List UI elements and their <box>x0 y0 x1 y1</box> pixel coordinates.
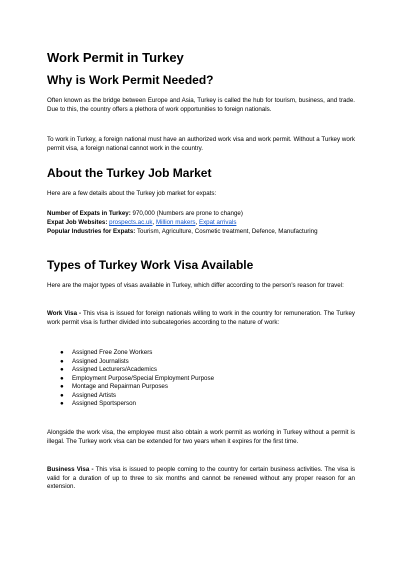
expats-count-value: 970,000 (Numbers are prone to change) <box>130 210 243 217</box>
bullet-icon: ● <box>60 383 64 390</box>
heading-why-permit: Why is Work Permit Needed? <box>47 73 214 87</box>
heading-job-market: About the Turkey Job Market <box>47 166 212 180</box>
list-item: ● Assigned Artists <box>60 391 117 399</box>
job-websites-line: Expat Job Websites: prospects.ac.uk, Million makers, Expat arrivals <box>47 219 237 226</box>
work-visa-text: This visa is issued for foreign nationals willing to work in the country for remuneration. The Turkey work permit visa is further divided into subcategories according to the nature of work: <box>47 310 355 326</box>
bullet-icon: ● <box>60 366 64 373</box>
expats-count-line <box>47 210 355 219</box>
link-prospects[interactable]: prospects.ac.uk <box>109 219 153 226</box>
paragraph-bridge: Often known as the bridge between Europe and Asia, Turkey is called the hub for tourism, business, and trade. Due to this, the country offers a plethora of work opportunities to foreign nationals. <box>47 97 355 113</box>
bullet-icon: ● <box>60 349 64 356</box>
paragraph-visa-types-intro: Here are the major types of visas available in Turkey, which differ according to the person’s reason for travel: <box>47 282 344 289</box>
link-expat-arrivals[interactable]: Expat arrivals <box>198 219 237 226</box>
paragraph-market-intro: Here are a few details about the Turkey job market for expats: <box>47 190 217 197</box>
list-item: ● Assigned Free Zone Workers <box>60 349 153 356</box>
bullet-icon: ● <box>60 391 64 399</box>
bullet-icon: ● <box>60 357 64 365</box>
work-visa-paragraph <box>47 310 355 327</box>
paragraph-work-permit-extension: Alongside the work visa, the employee must also obtain a work permit as working in Turkey without a permit is illegal. The Turkey work visa can be extended for two years when it expires for the first time. <box>47 429 355 445</box>
bullet-icon: ● <box>60 374 64 382</box>
popular-industries-line <box>47 228 355 237</box>
list-item: ● Employment Purpose/Special Employment Purpose <box>60 374 215 382</box>
work-visa-label: Work Visa - <box>47 310 82 317</box>
heading-visa-types: Types of Turkey Work Visa Available <box>47 258 254 272</box>
business-visa-text: This visa is issued to people coming to the country for certain business activities. The visa is valid for a duration of up to three to six months and cannot be renewed without any proper reason for an extension. <box>47 466 355 490</box>
expats-count-label: Number of Expats in Turkey: <box>47 210 131 217</box>
business-visa-label: Business Visa - <box>47 466 94 473</box>
list-item: ● Assigned Journalists <box>60 357 129 365</box>
link-million-makers[interactable]: Million makers <box>155 219 196 226</box>
popular-industries-label: Popular Industries for Expats: <box>47 228 136 235</box>
list-item: ● Montage and Repairman Purposes <box>60 383 168 390</box>
paragraph-authorized: To work in Turkey, a foreign national must have an authorized work visa and work permit. Without a Turkey work permit visa, a foreign national cannot work in the country. <box>47 136 355 152</box>
bullet-icon: ● <box>60 400 64 407</box>
list-item: ● Assigned Sportsperson <box>60 400 136 407</box>
page-title: Work Permit in Turkey <box>47 50 184 65</box>
work-visa-subcategory-list <box>47 349 355 409</box>
job-websites-label: Expat Job Websites: <box>47 219 108 226</box>
popular-industries-value: Tourism, Agriculture, Cosmetic treatment, Defence, Manufacturing <box>135 228 318 235</box>
list-item: ● Assigned Lecturers/Academics <box>60 366 157 373</box>
business-visa-paragraph <box>47 466 355 492</box>
